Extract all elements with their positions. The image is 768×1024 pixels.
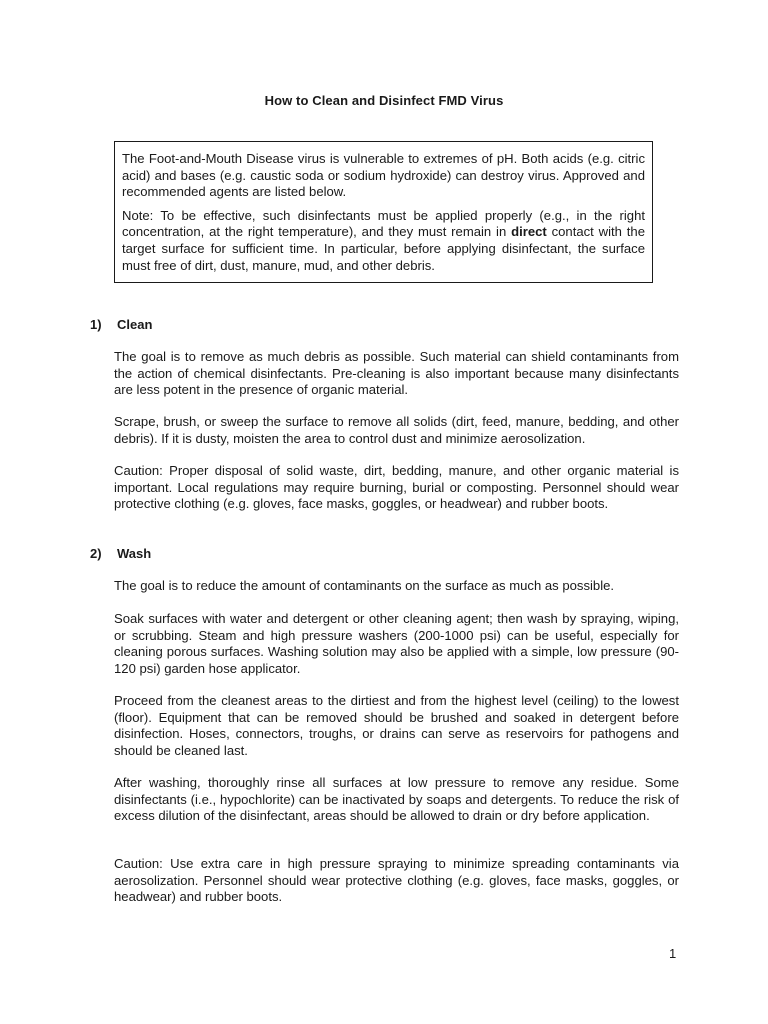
paragraph: Soak surfaces with water and detergent or other cleaning agent; then wash by spraying, wiping, or scrubbing. Steam and high pressure washers (200-1000 psi) can be useful, especially for cleaning porous surfaces. Washing solution may also be applied with a simple, low pressure (90-120 psi) garden hose applicator. <box>114 611 679 676</box>
paragraph: Caution: Proper disposal of solid waste, dirt, bedding, manure, and other organic material is important. Local regulations may require burning, burial or composting. Personnel should wear protective clothing (e.g. gloves, face masks, goggles, or headwear) and rubber boots. <box>114 463 679 512</box>
notice-box <box>114 141 653 283</box>
section-title: Clean <box>117 317 153 332</box>
paragraph: Caution: Use extra care in high pressure spraying to minimize spreading contaminants via aerosolization. Personnel should wear protective clothing (e.g. gloves, face masks, goggles, or headwear) and rubber boots. <box>114 856 679 905</box>
paragraph: The goal is to remove as much debris as possible. Such material can shield contaminants from the action of chemical disinfectants. Pre-cleaning is also important because many disinfectants are less potent in the presence of organic material. <box>114 349 679 398</box>
section-number: 1) <box>90 317 102 332</box>
paragraph: The goal is to reduce the amount of contaminants on the surface as much as possible. <box>114 578 615 593</box>
section-heading-wash <box>90 546 151 561</box>
section-heading-clean <box>90 317 152 332</box>
notice-intro: The Foot-and-Mouth Disease virus is vulnerable to extremes of pH. Both acids (e.g. citric acid) and bases (e.g. caustic soda or sodium hydroxide) can destroy virus. Approved and recommended agents are listed below. <box>122 151 645 200</box>
section-number: 2) <box>90 546 102 561</box>
note-emphasis: direct <box>511 224 547 240</box>
paragraph: Proceed from the cleanest areas to the dirtiest and from the highest level (ceiling) to the lowest (floor). Equipment that can be removed should be brushed and soaked in detergent before disinfection. Hoses, connectors, troughs, or drains can serve as reservoirs for pathogens and should be cleaned last. <box>114 693 679 758</box>
note-text-before: Note: To be effective, such disinfectants must be applied properly (e.g., in the right concentration, at the right temperature), and they must remain in <box>122 207 645 240</box>
section-title: Wash <box>117 546 152 561</box>
notice-note <box>122 208 645 274</box>
paragraph: Scrape, brush, or sweep the surface to remove all solids (dirt, feed, manure, bedding, and other debris). If it is dusty, moisten the area to control dust and minimize aerosolization. <box>114 414 679 446</box>
page-number: 1 <box>669 946 677 961</box>
note-text-after: contact with the target surface for sufficient time. In particular, before applying disinfectant, the surface must free of dirt, dust, manure, mud, and other debris. <box>122 224 645 273</box>
document-title: How to Clean and Disinfect FMD Virus <box>264 93 504 108</box>
paragraph: After washing, thoroughly rinse all surfaces at low pressure to remove any residue. Some disinfectants (i.e., hypochlorite) can be inactivated by soaps and detergents. To reduce the risk of excess dilution of the disinfectant, areas should be allowed to drain or dry before application. <box>114 775 679 824</box>
